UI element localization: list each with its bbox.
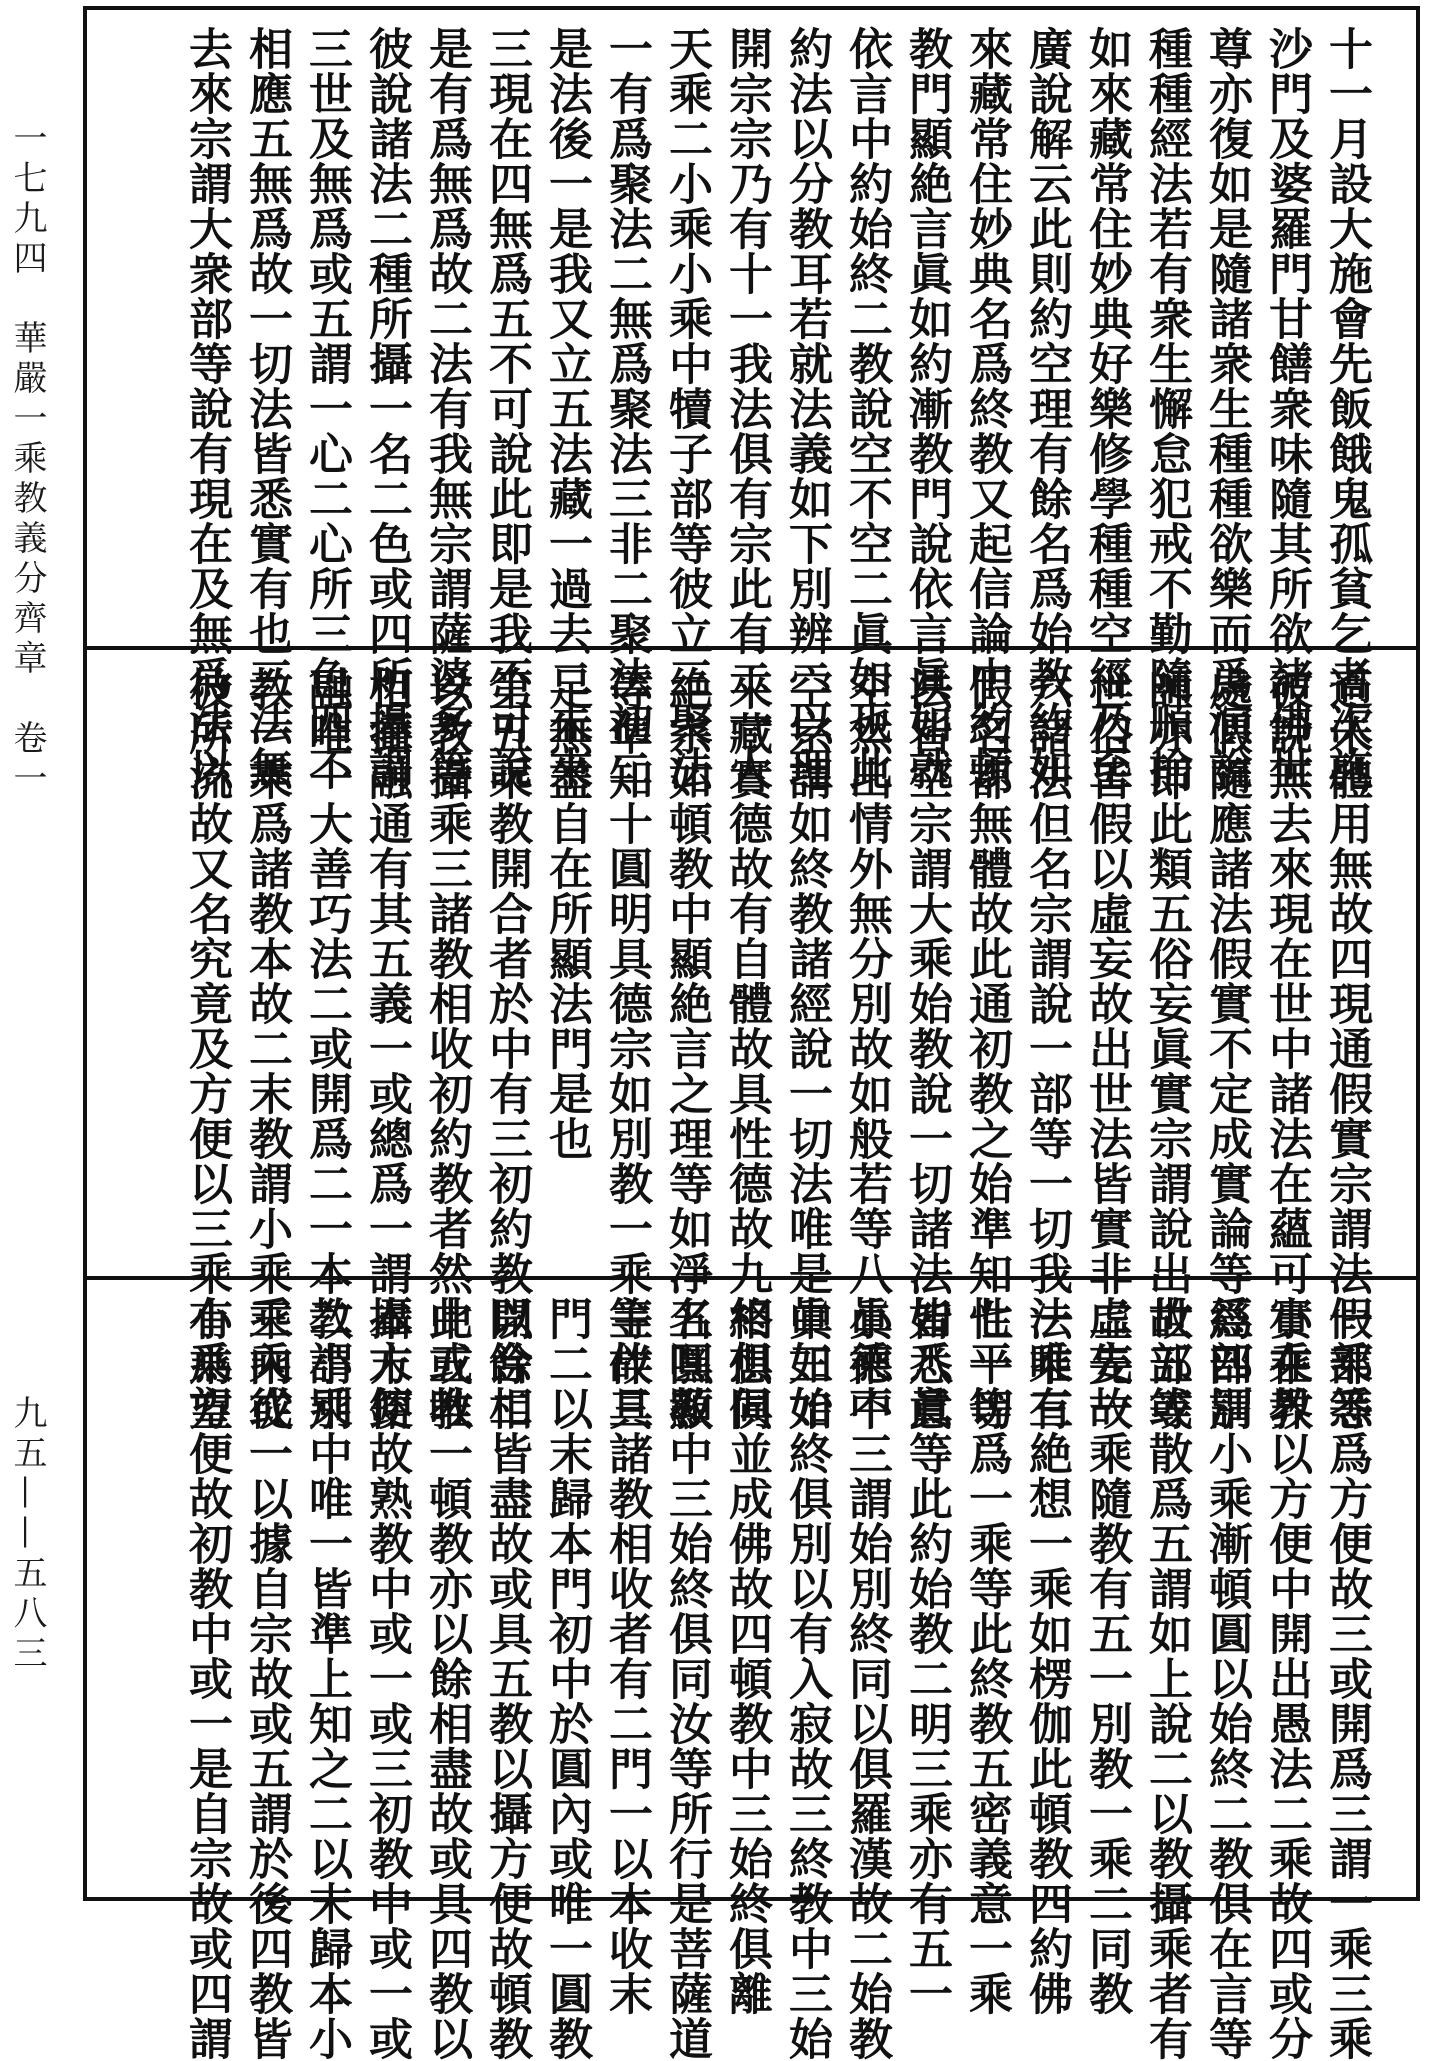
text-column: 終俱同並成佛故四頓教中三始終俱離 <box>721 1296 772 2016</box>
text-column: 門二以末歸本門初中於圓內或唯一圓教 <box>541 1296 592 2061</box>
text-column: 中三始終俱別以有入寂故三終教中三始 <box>781 1296 832 2061</box>
text-column: 三現在四無爲五不可說此即是我不可說 <box>481 26 532 791</box>
text-column: 以教攝乘三諸教相收初約教者然此五教 <box>421 666 472 1431</box>
text-column: 二小乘中唯一皆準上知之二以末歸本小 <box>301 1296 352 2061</box>
margin-title: 一七九四 華嚴一乘教義分齊章 卷一 <box>7 120 47 800</box>
text-column: 一乘悉爲方便故三或開爲三謂一乘三乘 <box>1321 1296 1372 2061</box>
text-column: 天乘二小乘小乘中犢子部等彼立三聚法 <box>661 26 712 791</box>
text-column: 法皆空宗謂大乘始教說一切諸法皆悉眞 <box>901 666 952 1431</box>
text-column: 五圓教中三始終俱同汝等所行是菩薩道 <box>661 1296 712 2061</box>
text-column: 攝方便故熟教中或一或三初教中或一或 <box>361 1296 412 2061</box>
text-column: 是法後一是我又立五法藏一過去二未來 <box>541 26 592 791</box>
text-column: 小乘教以方便中開出愚法二乘故四或分 <box>1261 1296 1312 2061</box>
text-column: 有爲方便故初教中或一是自宗故或四謂 <box>181 1296 232 2061</box>
text-column: 以餘相皆盡故或具五教以攝方便故頓教 <box>481 1296 532 2061</box>
panel-middle <box>87 650 1416 1431</box>
margin-page-numbers: 九五——五八三 <box>7 1395 47 1675</box>
text-column: 過未體用無故四現通假實宗謂法假部等 <box>1321 666 1372 1431</box>
text-column: 尊亦復如是隨諸衆生種種欲樂而爲演說 <box>1201 26 1252 791</box>
text-column: 依言中約始終二教說空不空二眞如也此 <box>841 26 892 791</box>
text-column: 沙門及婆羅門甘饍衆味隨其所欲諸佛世 <box>1261 26 1312 791</box>
panel-bottom <box>87 1280 1416 2061</box>
text-column: 來藏常住妙典名爲終教又起信論中約頓 <box>961 26 1012 791</box>
text-column: 空然出情外無分別故如般若等八眞德不 <box>841 666 892 1431</box>
text-column: 一乘三絶想一乘如楞伽此頓教四約佛 <box>1021 1296 1072 2016</box>
text-column: 世俗皆假以虛妄故出世法皆實非虛妄故 <box>1081 666 1132 1431</box>
text-column: 六諸法但名宗謂說一部等一切我法唯有 <box>1021 666 1072 1431</box>
text-column: 空宗謂如終教諸經說一切法唯是眞如如 <box>781 666 832 1431</box>
text-column: 彼說無去來現在世中諸法在蘊可實在界 <box>1261 666 1312 1431</box>
text-column: 中或唯一頓教亦以餘相盡故或具四教以 <box>421 1296 472 2061</box>
text-column: 彼說諸法二種所攝一名二色或四所攝謂 <box>361 26 412 791</box>
text-column: 教一乘爲諸教本故二末教謂小乘三乘從 <box>241 666 292 1431</box>
text-column: 如八意等此約始教二明三乘亦有五一 <box>901 1296 952 2016</box>
panel-text <box>176 666 1376 1431</box>
text-column: 廣說解云此則約空理有餘名爲始教約如 <box>1021 26 1072 791</box>
text-column: 故五或散爲五謂如上說二以教攝乘者有 <box>1141 1296 1192 2061</box>
text-column: 相攝融通有其五義一或總爲一謂本末鎔 <box>361 666 412 1431</box>
text-column: 約法以分教耳若就法義如下別辨二以理 <box>781 26 832 791</box>
text-column: 三世及無爲或五謂一心二心所三色四不 <box>301 26 352 791</box>
text-column: 種種經法若有衆生懈怠犯戒不勤隨順捨 <box>1141 26 1192 791</box>
text-column: 處假隨應諸法假實不定成實論等經部別 <box>1201 666 1252 1431</box>
text-column: 等故三諸教相收者有二門一以本收末 <box>601 1296 652 2016</box>
text-column: 足無盡自在所顯法門是也 <box>541 666 592 1161</box>
text-column: 相應五無爲故一切法皆悉實有也三法無 <box>241 26 292 791</box>
panel-text <box>176 26 1376 791</box>
text-column: 一有爲聚法二無爲聚法三非二聚法初二 <box>601 26 652 791</box>
text-column: 假名都無體故此通初教之始準知七一切 <box>961 666 1012 1431</box>
text-column: 如來藏常住妙典好樂修學種種空經乃至 <box>1081 26 1132 791</box>
text-column: 絶宗如頓教中顯絶言之理等如淨名嘿顯 <box>661 666 712 1431</box>
text-column: 小乘中三謂始別終同以俱羅漢故二始教 <box>841 1296 892 2061</box>
text-column: 性平等爲一乘等此終教五密義意一乘 <box>961 1296 1012 2016</box>
page-frame <box>83 6 1420 2061</box>
text-column: 十一月設大施會先飯餓鬼孤貧乞者次施 <box>1321 26 1372 791</box>
text-column: 師亦即此類五俗妄眞實宗謂說出世部等 <box>1141 666 1192 1431</box>
text-column: 彼所流故又名究竟及方便以三乘小乘望 <box>181 666 232 1431</box>
text-column: 來藏實德故有自體故具性德故九相想俱 <box>721 666 772 1431</box>
text-column: 去來宗謂大衆部等說有現在及無爲法以 <box>181 26 232 791</box>
panel-top <box>87 10 1416 791</box>
text-column: 融唯一大善巧法二或開爲二一本教謂別 <box>301 666 352 1431</box>
text-column: 開宗宗乃有十一我法俱有宗此有二一人 <box>721 26 772 791</box>
text-column: 等準知十圓明具德宗如別教一乘主伴具 <box>601 666 652 1431</box>
text-column: 教門顯絶言眞如約漸教門說依言眞如就 <box>901 26 952 791</box>
text-column: 第五乘教開合者於中有三初約教開合二 <box>481 666 532 1431</box>
text-column: 是有爲無爲故二法有我無宗謂薩婆多等 <box>421 26 472 791</box>
text-column: 乘內或一以據自宗故或五謂於後四教皆 <box>241 1296 292 2061</box>
text-column: 爲四謂小乘漸頓圓以始終二教俱在言等 <box>1201 1296 1252 2061</box>
text-column: 二先一乘隨教有五一別教一乘二同教 <box>1081 1296 1132 2016</box>
panel-text <box>176 1296 1376 2061</box>
